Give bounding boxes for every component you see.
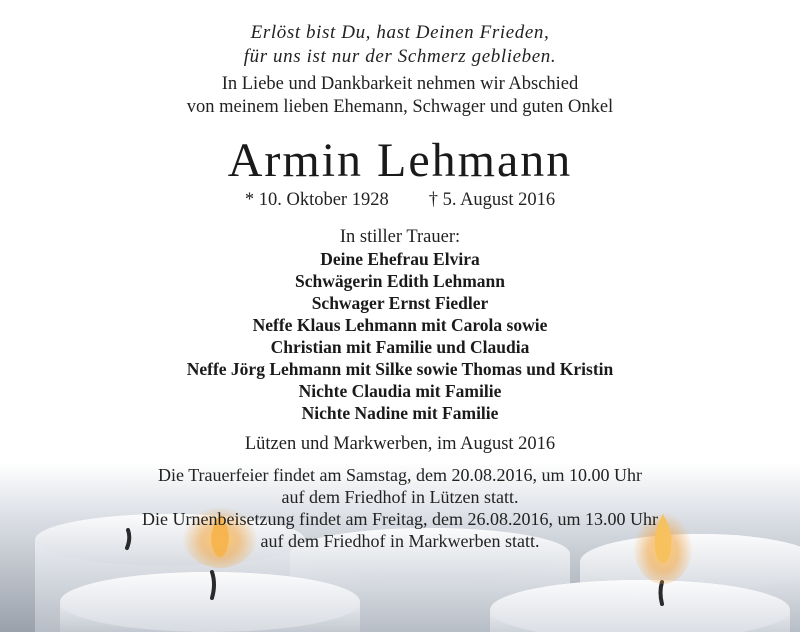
life-dates <box>0 190 800 211</box>
mourner-name: Schwägerin Edith Lehmann <box>294 271 506 291</box>
birth-date: * 10. Oktober 1928 <box>244 190 389 210</box>
mourner-name: Neffe Jörg Lehmann mit Silke sowie Thomas und Kristin <box>186 359 614 379</box>
mourner-name: Deine Ehefrau Elvira <box>320 249 480 269</box>
intro-line-1: In Liebe und Dankbarkeit nehmen wir Abschied <box>221 74 579 94</box>
quote-line-1: Erlöst bist Du, hast Deinen Frieden, <box>250 22 550 43</box>
mourner-name: Neffe Klaus Lehmann mit Carola sowie <box>252 315 548 335</box>
ceremony-line-1: Die Trauerfeier findet am Samstag, dem 20.08.2016, um 10.00 Uhr <box>158 465 642 485</box>
burial-line-2: auf dem Friedhof in Markwerben statt. <box>260 531 540 551</box>
deceased-name: Armin Lehmann <box>227 134 573 187</box>
quote-line-2: für uns ist nur der Schmerz geblieben. <box>243 46 557 67</box>
mourner-name: Schwager Ernst Fiedler <box>311 293 489 313</box>
place-date: Lützen und Markwerben, im August 2016 <box>244 434 556 454</box>
mourners-heading: In stiller Trauer: <box>339 227 461 247</box>
mourner-name: Christian mit Familie und Claudia <box>270 337 530 357</box>
ceremony-line-2: auf dem Friedhof in Lützen statt. <box>281 487 519 507</box>
death-date: † 5. August 2016 <box>428 190 556 210</box>
burial-line-1: Die Urnenbeisetzung findet am Freitag, dem 26.08.2016, um 13.00 Uhr <box>142 509 658 529</box>
mourner-name: Nichte Nadine mit Familie <box>301 403 499 423</box>
mourner-name: Nichte Claudia mit Familie <box>298 381 502 401</box>
intro-line-2: von meinem lieben Ehemann, Schwager und guten Onkel <box>186 97 614 117</box>
